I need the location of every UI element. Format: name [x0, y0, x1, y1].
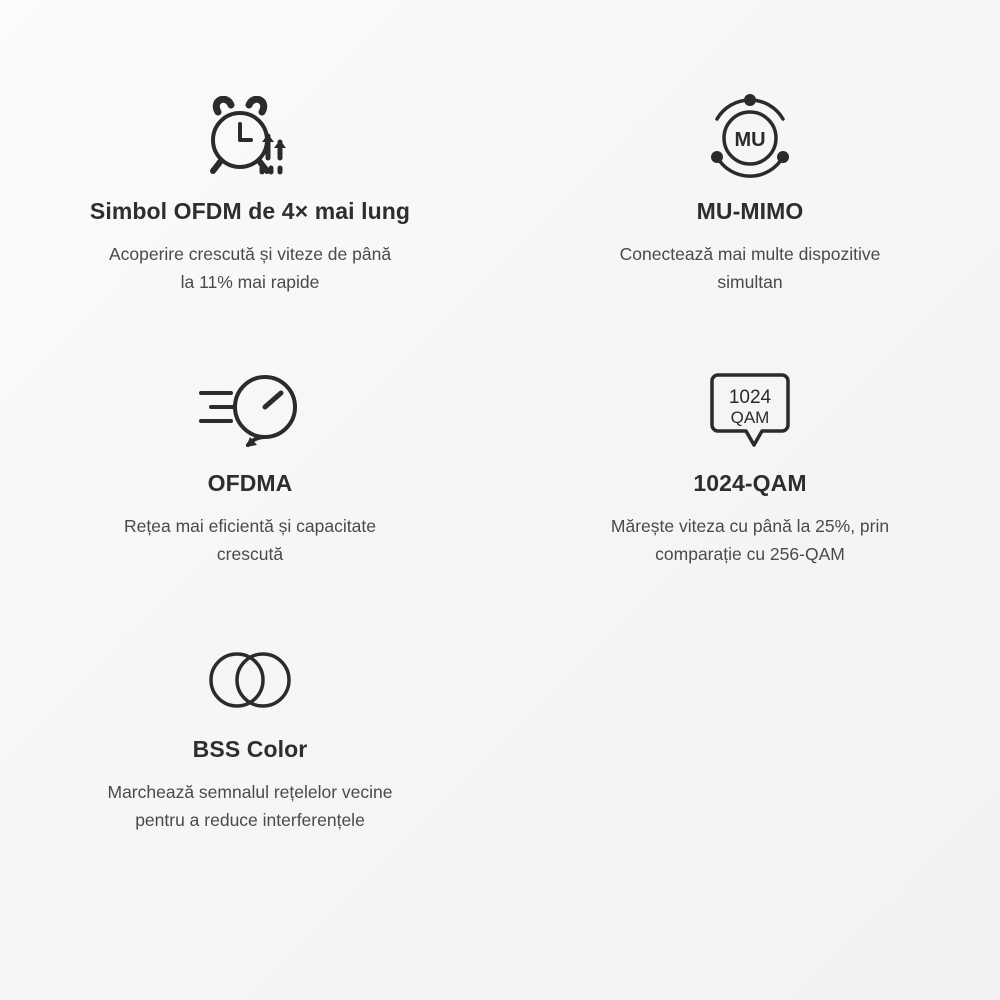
mu-mimo-icon-label: MU — [734, 129, 766, 151]
feature-title: BSS Color — [192, 736, 308, 762]
feature-description: Conectează mai multe dispozitive simultan — [619, 243, 881, 292]
feature-title: 1024-QAM — [693, 470, 807, 496]
feature-card-mu-mimo — [500, 82, 1000, 356]
feature-card-ofdm-symbol — [0, 82, 500, 356]
feature-card-ofdma — [0, 356, 500, 630]
features-grid — [0, 82, 1000, 904]
feature-description: Mărește viteza cu până la 25%, prin comparație cu 256-QAM — [610, 515, 890, 564]
feature-description: Acoperire crescută și viteze de până la 11% mai rapide — [108, 243, 392, 292]
speed-gauge-icon — [197, 356, 303, 464]
feature-title: MU-MIMO — [696, 198, 804, 224]
feature-title: OFDMA — [207, 470, 293, 496]
qam-icon-label-bottom: QAM — [730, 408, 770, 427]
qam-icon-label-top: 1024 — [728, 387, 772, 408]
feature-title: Simbol OFDM de 4× mai lung — [89, 198, 411, 224]
feature-card-1024-qam — [500, 356, 1000, 630]
feature-description: Marchează semnalul rețelelor vecine pentru a reduce interferențele — [107, 781, 393, 830]
feature-card-bss-color — [0, 630, 500, 904]
overlapping-circles-icon — [203, 630, 297, 730]
feature-description: Rețea mai eficientă și capacitate crescută — [124, 515, 376, 564]
alarm-clock-icon — [202, 82, 298, 192]
qam-bubble-icon — [704, 356, 796, 464]
mu-mimo-icon — [704, 82, 796, 192]
